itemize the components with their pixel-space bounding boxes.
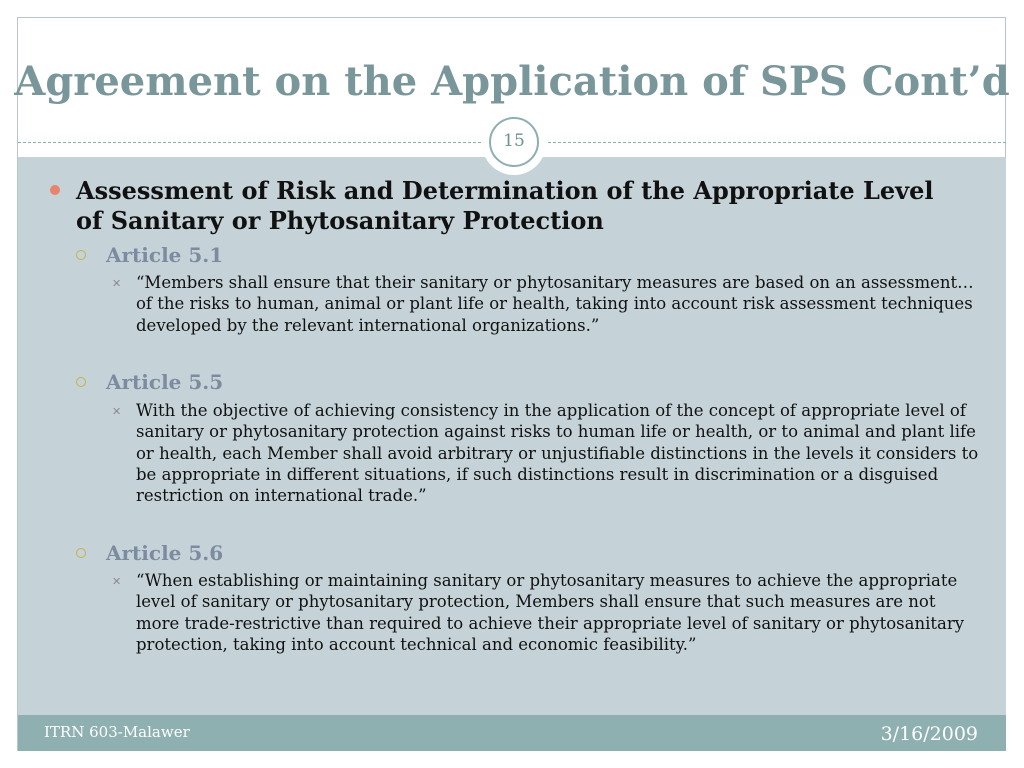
article-text: “When establishing or maintaining sanitary or phytosanitary measures to achieve the appropriate level of sanitary or phytosanitary protection, Members shall ensure that such measures are not more trade-restrictive than required to achieve their appropriate level of sanitary or phytosanitary protection, taking into account technical and economic feasibility.”	[136, 571, 965, 654]
cross-bullet-icon: ✕	[112, 575, 122, 588]
section-heading: Assessment of Risk and Determination of the Appropriate Level of Sanitary or Phytosanitary Protection	[76, 176, 934, 235]
footer-course-label: ITRN 603-Malawer	[44, 723, 190, 741]
article-label: Article 5.5	[106, 370, 224, 394]
slide-title: Agreement on the Application of SPS Cont’d	[14, 58, 1010, 105]
article-label: Article 5.6	[106, 541, 224, 565]
page-number-badge: 15	[489, 117, 539, 167]
article-bullet-icon	[76, 548, 86, 558]
heading-bullet-icon	[50, 185, 60, 195]
article-bullet-icon	[76, 377, 86, 387]
article-bullet-icon	[76, 250, 86, 260]
article-text: With the objective of achieving consistency in the application of the concept of appropriate level of sanitary or phytosanitary protection against risks to human life or health, or to animal and plant life or health, each Member shall avoid arbitrary or unjustifiable distinctions in the levels it considers to be appropriate in different situations, if such distinctions result in discrimination or a disguised restriction on international trade.”	[136, 401, 979, 506]
footer-bar	[18, 715, 1006, 751]
article-text: “Members shall ensure that their sanitary or phytosanitary measures are based on an assessment… of the risks to human, animal or plant life or health, taking into account risk assessment techniques developed by the relevant international organizations.”	[136, 273, 974, 335]
footer-date: 3/16/2009	[880, 723, 978, 745]
article-label: Article 5.1	[106, 243, 224, 267]
cross-bullet-icon: ✕	[112, 277, 122, 290]
cross-bullet-icon: ✕	[112, 405, 122, 418]
